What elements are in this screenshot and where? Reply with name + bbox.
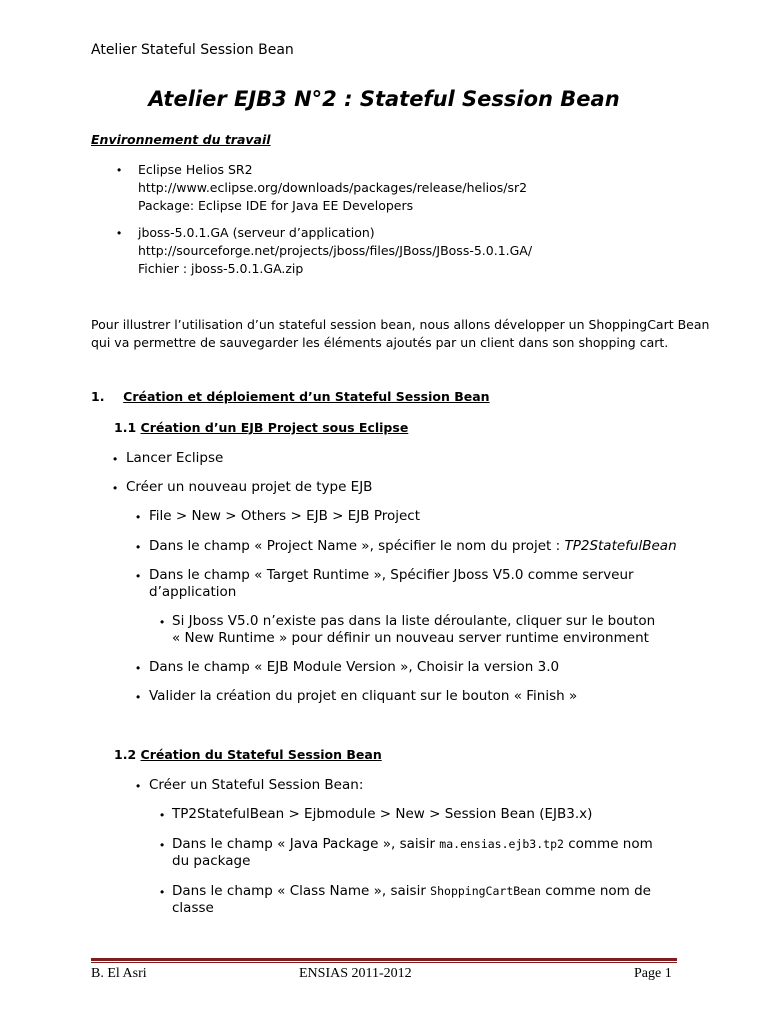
bullet-icon: • xyxy=(136,779,141,793)
env-item-url: http://www.eclipse.org/downloads/packages/release/helios/sr2 xyxy=(138,180,528,195)
list-item-text: comme nom de xyxy=(540,883,651,899)
list-item xyxy=(149,567,634,601)
bullet-icon: • xyxy=(113,481,118,495)
env-item-name: Eclipse Helios SR2 xyxy=(138,162,253,177)
bullet-icon: • xyxy=(117,163,122,177)
env-item-detail: Package: Eclipse IDE for Java EE Developers xyxy=(138,198,414,213)
list-item-line: d’application xyxy=(149,584,237,600)
list-item: Dans le champ « EJB Module Version », Choisir la version 3.0 xyxy=(149,659,560,675)
bullet-icon: • xyxy=(136,661,141,675)
list-item-line: Si Jboss V5.0 n’existe pas dans la liste déroulante, cliquer sur le bouton xyxy=(172,613,656,629)
list-item: Créer un nouveau projet de type EJB xyxy=(126,479,373,495)
footer-page-number: Page 1 xyxy=(634,966,672,981)
intro-line: qui va permettre de sauvegarder les éléments ajoutés par un client dans son shopping cart. xyxy=(91,335,669,350)
list-item-line: Dans le champ « Target Runtime », Spécifier Jboss V5.0 comme serveur xyxy=(149,567,634,583)
bullet-icon: • xyxy=(136,569,141,583)
section-title: Création du Stateful Session Bean xyxy=(140,747,382,762)
env-item-name: jboss-5.0.1.GA (serveur d’application) xyxy=(138,225,375,240)
environment-heading: Environnement du travail xyxy=(91,132,271,147)
intro-paragraph xyxy=(91,316,709,352)
section-number: 1.2 xyxy=(114,747,137,762)
running-header: Atelier Stateful Session Bean xyxy=(91,42,294,58)
env-item-jboss xyxy=(138,224,532,278)
section-title: Création d’un EJB Project sous Eclipse xyxy=(140,420,409,435)
list-item-text: comme nom xyxy=(563,836,653,852)
list-item: TP2StatefulBean > Ejbmodule > New > Session Bean (EJB3.x) xyxy=(172,806,593,822)
list-item-line xyxy=(172,836,653,853)
section-number: 1.1 xyxy=(114,420,137,435)
list-item-line: du package xyxy=(172,853,251,869)
bullet-icon: • xyxy=(113,452,118,466)
list-item: Valider la création du projet en cliquant sur le bouton « Finish » xyxy=(149,688,578,704)
section-1-2-heading xyxy=(114,747,382,762)
section-number: 1. xyxy=(91,389,105,404)
list-item xyxy=(172,836,653,870)
list-item xyxy=(172,613,655,647)
list-item-text: Dans le champ « Class Name », saisir xyxy=(172,883,431,899)
list-item: Lancer Eclipse xyxy=(126,450,224,466)
list-item-text: Dans le champ « Java Package », saisir xyxy=(172,836,440,852)
list-item-text: Dans le champ « Project Name », spécifier le nom du projet : xyxy=(149,538,565,554)
list-item: Créer un Stateful Session Bean: xyxy=(149,777,364,793)
env-item-detail: Fichier : jboss-5.0.1.GA.zip xyxy=(138,261,304,276)
bullet-icon: • xyxy=(117,226,122,240)
list-item: File > New > Others > EJB > EJB Project xyxy=(149,508,421,524)
intro-line: Pour illustrer l’utilisation d’un stateful session bean, nous allons développer un ShoppingCart Bean xyxy=(91,317,710,332)
section-title: Création et déploiement d’un Stateful Session Bean xyxy=(123,389,490,404)
footer-author: B. El Asri xyxy=(91,966,147,981)
bullet-icon: • xyxy=(136,690,141,704)
bullet-icon: • xyxy=(160,808,165,822)
bullet-icon: • xyxy=(160,838,165,852)
class-name-code: ShoppingCartBean xyxy=(430,884,541,898)
bullet-icon: • xyxy=(136,510,141,524)
bullet-icon: • xyxy=(160,615,165,629)
package-name-code: ma.ensias.ejb3.tp2 xyxy=(439,837,564,851)
list-item-line: « New Runtime » pour définir un nouveau server runtime environment xyxy=(172,630,649,646)
list-item-line xyxy=(172,883,651,900)
footer-center: ENSIAS 2011-2012 xyxy=(299,966,412,981)
list-item xyxy=(149,538,677,555)
document-title: Atelier EJB3 N°2 : Stateful Session Bean xyxy=(148,87,620,111)
env-item-url: http://sourceforge.net/projects/jboss/files/JBoss/JBoss-5.0.1.GA/ xyxy=(138,243,533,258)
footer-rule xyxy=(91,962,677,963)
list-item-line: classe xyxy=(172,900,214,916)
footer-rule xyxy=(91,958,677,961)
bullet-icon: • xyxy=(160,885,165,899)
list-item xyxy=(172,883,651,917)
project-name-value: TP2StatefulBean xyxy=(564,538,677,554)
section-1-heading xyxy=(91,389,490,404)
section-1-1-heading xyxy=(114,420,408,435)
env-item-eclipse xyxy=(138,161,527,215)
bullet-icon: • xyxy=(136,540,141,554)
